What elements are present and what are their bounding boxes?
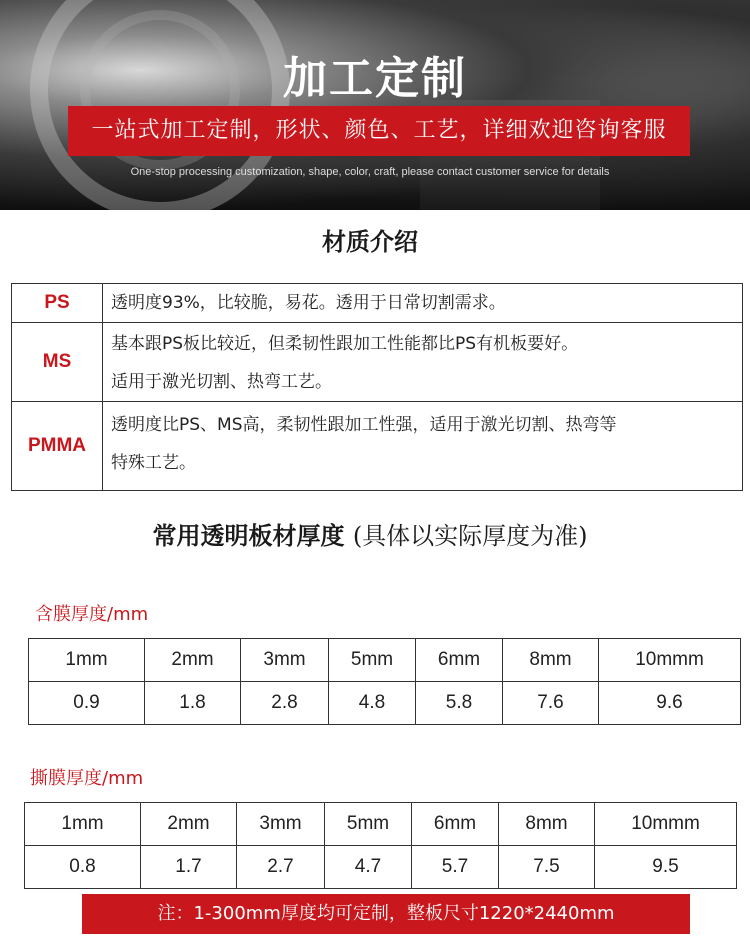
value-cell: 1.7 xyxy=(141,846,237,889)
size-cell: 2mm xyxy=(145,639,241,682)
size-cell: 1mm xyxy=(29,639,145,682)
material-desc-line: 透明度93%，比较脆，易花。透用于日常切割需求。 xyxy=(111,293,506,313)
material-desc xyxy=(103,402,743,491)
thickness-heading xyxy=(0,516,740,551)
value-cell: 2.7 xyxy=(237,846,325,889)
material-desc xyxy=(103,323,743,402)
size-cell: 8mm xyxy=(503,639,599,682)
banner-english: One-stop processing customization, shape, color, craft, please contact customer service for details xyxy=(130,166,610,178)
material-desc-line: 特殊工艺。 xyxy=(111,453,196,473)
value-cell: 1.8 xyxy=(145,682,241,725)
material-name: PMMA xyxy=(12,402,103,491)
value-cell: 9.5 xyxy=(595,846,737,889)
value-cell: 2.8 xyxy=(241,682,329,725)
size-cell: 3mm xyxy=(237,803,325,846)
value-cell: 5.8 xyxy=(416,682,503,725)
value-cell: 0.8 xyxy=(25,846,141,889)
size-cell: 5mm xyxy=(325,803,412,846)
table-row xyxy=(25,846,737,889)
size-cell: 1mm xyxy=(25,803,141,846)
banner-title: 加工定制 xyxy=(283,53,467,104)
banner xyxy=(0,0,750,210)
banner-subtitle: 一站式加工定制，形状、颜色、工艺，详细欢迎咨询客服 xyxy=(68,106,690,156)
value-cell: 5.7 xyxy=(412,846,499,889)
film-on-table xyxy=(28,638,741,725)
film-on-label: 含膜厚度/mm xyxy=(35,604,149,625)
value-cell: 7.6 xyxy=(503,682,599,725)
table-row xyxy=(12,402,743,491)
size-cell: 6mm xyxy=(412,803,499,846)
table-row xyxy=(29,639,741,682)
value-cell: 4.7 xyxy=(325,846,412,889)
table-row xyxy=(29,682,741,725)
materials-table xyxy=(11,283,743,491)
table-row xyxy=(12,323,743,402)
value-cell: 9.6 xyxy=(599,682,741,725)
film-off-label: 撕膜厚度/mm xyxy=(30,768,144,789)
material-name: PS xyxy=(12,284,103,323)
thickness-heading-text: 常用透明板材厚度 xyxy=(152,522,345,550)
material-desc-line: 透明度比PS、MS高，柔韧性跟加工性强，适用于激光切割、热弯等 xyxy=(111,415,617,435)
thickness-heading-note: (具体以实际厚度为准) xyxy=(352,522,588,550)
footnote-banner: 注：1-300mm厚度均可定制，整板尺寸1220*2440mm xyxy=(82,894,690,934)
size-cell: 5mm xyxy=(329,639,416,682)
size-cell: 10mmm xyxy=(599,639,741,682)
material-desc-line: 基本跟PS板比较近，但柔韧性跟加工性能都比PS有机板要好。 xyxy=(111,334,579,354)
value-cell: 4.8 xyxy=(329,682,416,725)
size-cell: 2mm xyxy=(141,803,237,846)
table-row xyxy=(12,284,743,323)
materials-heading: 材质介绍 xyxy=(322,228,418,256)
value-cell: 7.5 xyxy=(499,846,595,889)
material-desc xyxy=(103,284,743,323)
film-off-table xyxy=(24,802,737,889)
size-cell: 8mm xyxy=(499,803,595,846)
size-cell: 10mmm xyxy=(595,803,737,846)
material-desc-line: 适用于激光切割、热弯工艺。 xyxy=(111,372,332,392)
value-cell: 0.9 xyxy=(29,682,145,725)
size-cell: 3mm xyxy=(241,639,329,682)
material-name: MS xyxy=(12,323,103,402)
table-row xyxy=(25,803,737,846)
size-cell: 6mm xyxy=(416,639,503,682)
